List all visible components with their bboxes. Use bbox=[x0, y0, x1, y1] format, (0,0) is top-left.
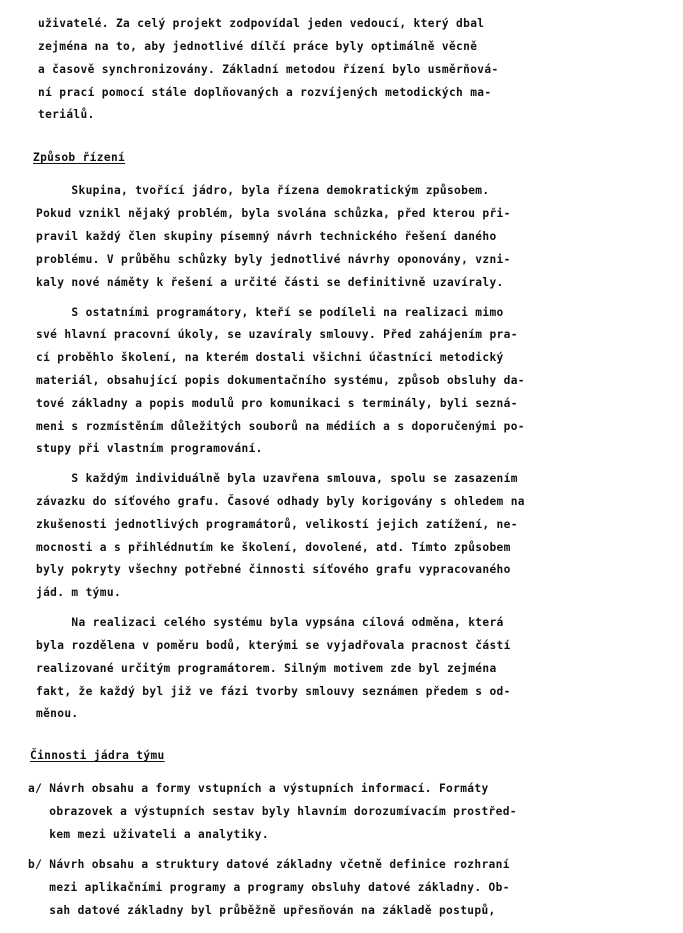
text-line: fakt, že každý byl již ve fázi tvorby smlouvy seznámen předem s od- bbox=[36, 685, 511, 698]
section-heading: Způsob řízení bbox=[33, 151, 126, 164]
text-line: pravil každý člen skupiny písemný návrh technického řešení daného bbox=[36, 230, 497, 243]
text-line: a časově synchronizovány. Základní metodou řízení bylo usměrňová- bbox=[38, 63, 499, 76]
text-line: zejména na to, aby jednotlivé dílčí práce byly optimálně věcně bbox=[38, 40, 478, 53]
text-line: byly pokryty všechny potřebné činnosti síťového grafu vypracovaného bbox=[36, 563, 511, 576]
text-line: meni s rozmístěním důležitých souborů na médiích a s doporučenými po- bbox=[36, 420, 525, 433]
text-line: materiál, obsahující popis dokumentačního systému, způsob obsluhy da- bbox=[36, 374, 525, 387]
text-line: Na realizaci celého systému byla vypsána cílová odměna, která bbox=[36, 616, 504, 629]
list-item-line: mezi aplikačními programy a programy obsluhy datové základny. Ob- bbox=[28, 881, 510, 894]
text-line: byla rozdělena v poměru bodů, kterými se vyjadřovala pracnost částí bbox=[36, 639, 511, 652]
text-line: S každým individuálně byla uzavřena smlouva, spolu se zasazením bbox=[36, 472, 518, 485]
text-line: tové základny a popis modulů pro komunikaci s terminály, byli sezná- bbox=[36, 397, 518, 410]
section-heading: Činnosti jádra týmu bbox=[30, 749, 165, 762]
text-line: stupy při vlastním programování. bbox=[36, 442, 263, 455]
text-line: své hlavní pracovní úkoly, se uzavíraly smlouvy. Před zahájením pra- bbox=[36, 328, 518, 341]
text-line: mocnosti a s přihlédnutím ke školení, dovolené, atd. Tímto způsobem bbox=[36, 541, 511, 554]
text-line: problému. V průběhu schůzky byly jednotlivé návrhy oponovány, vzni- bbox=[36, 253, 511, 266]
text-line: teriálů. bbox=[38, 108, 95, 121]
text-line: S ostatními programátory, kteří se podíleli na realizaci mimo bbox=[36, 306, 504, 319]
list-item-line: kem mezi uživateli a analytiky. bbox=[28, 828, 269, 841]
text-line: realizované určitým programátorem. Silným motivem zde byl zejména bbox=[36, 662, 497, 675]
list-item-line: b/ Návrh obsahu a struktury datové základny včetně definice rozhraní bbox=[28, 858, 510, 871]
text-line: Pokud vznikl nějaký problém, byla svolána schůzka, před kterou při- bbox=[36, 207, 511, 220]
text-line: měnou. bbox=[36, 707, 79, 720]
text-line: závazku do síťového grafu. Časové odhady byly korigovány s ohledem na bbox=[36, 495, 525, 508]
text-line: kaly nové náměty k řešení a určité části se definitivně uzavíraly. bbox=[36, 276, 504, 289]
list-item-line: a/ Návrh obsahu a formy vstupních a výstupních informací. Formáty bbox=[28, 782, 489, 795]
text-line: ní prací pomocí stále doplňovaných a rozvíjených metodických ma- bbox=[38, 86, 492, 99]
text-line: zkušenosti jednotlivých programátorů, velikostí jejich zatížení, ne- bbox=[36, 518, 518, 531]
list-item-line: sah datové základny byl průběžně upřesňován na základě postupů, bbox=[28, 904, 496, 917]
text-line: uživatelé. Za celý projekt zodpovídal jeden vedoucí, který dbal bbox=[38, 17, 485, 30]
text-line: Skupina, tvořící jádro, byla řízena demokratickým způsobem. bbox=[36, 184, 490, 197]
list-item-line: obrazovek a výstupních sestav byly hlavním dorozumívacím prostřed- bbox=[28, 805, 517, 818]
text-line: cí proběhlo školení, na kterém dostali všichni účastníci metodický bbox=[36, 351, 504, 364]
text-line: jád. m týmu. bbox=[36, 586, 122, 599]
